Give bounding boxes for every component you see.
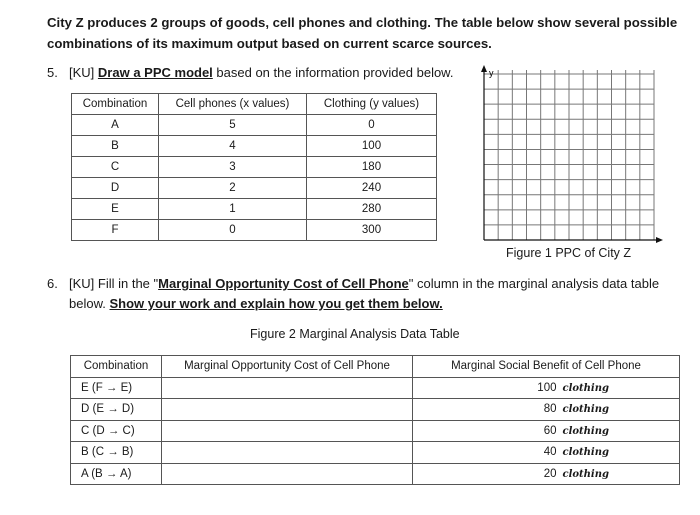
question-5-emphasis: Draw a PPC model bbox=[97, 65, 213, 80]
cell-clothing-value: 240 bbox=[307, 178, 437, 199]
cell-phones-value: 0 bbox=[159, 220, 307, 241]
table-row bbox=[71, 377, 680, 399]
question-6-tag: [KU] Fill in the " bbox=[69, 276, 159, 291]
marginal-table-header bbox=[71, 356, 680, 378]
msb-cell bbox=[413, 420, 680, 442]
msb-cell bbox=[413, 463, 680, 485]
moc-input-cell[interactable] bbox=[162, 399, 413, 421]
cell-phones-value: 5 bbox=[159, 115, 307, 136]
msb-value: 80 bbox=[543, 403, 557, 416]
cell-phones-value: 1 bbox=[159, 199, 307, 220]
msb-handwritten-note: clothing bbox=[562, 382, 609, 394]
moc-input-cell[interactable] bbox=[162, 442, 413, 464]
marginal-analysis-table bbox=[70, 355, 680, 485]
cell-clothing-value: 0 bbox=[307, 115, 437, 136]
cell-combination: D bbox=[72, 178, 159, 199]
cell-combination: C bbox=[72, 157, 159, 178]
header-marginal-social-benefit: Marginal Social Benefit of Cell Phone bbox=[413, 356, 680, 378]
question-6 bbox=[47, 274, 677, 314]
table-row bbox=[71, 463, 680, 485]
intro-paragraph: City Z produces 2 groups of goods, cell phones and clothing. The table below show several possible combinations of its maximum output based on current scarce sources. bbox=[47, 15, 678, 51]
table-row bbox=[72, 199, 437, 220]
question-6-text: " column in the marginal analysis data table bbox=[408, 276, 660, 291]
combinations-table bbox=[71, 93, 437, 241]
cell-combination: B (C → B) bbox=[71, 442, 162, 464]
question-5 bbox=[47, 63, 453, 83]
table-row bbox=[71, 420, 680, 442]
y-axis-arrow-icon bbox=[481, 65, 487, 72]
moc-input-cell[interactable] bbox=[162, 420, 413, 442]
msb-value: 100 bbox=[537, 381, 557, 394]
question-6-instruction: Show your work and explain how you get them below. bbox=[109, 296, 443, 311]
header-combination: Combination bbox=[71, 356, 162, 378]
msb-handwritten-note: clothing bbox=[562, 447, 609, 459]
cell-phones-value: 2 bbox=[159, 178, 307, 199]
cell-phones-value: 3 bbox=[159, 157, 307, 178]
cell-combination: B bbox=[72, 136, 159, 157]
header-marginal-opportunity-cost: Marginal Opportunity Cost of Cell Phone bbox=[162, 356, 413, 378]
x-axis-arrow-icon bbox=[656, 237, 663, 243]
header-clothing: Clothing (y values) bbox=[307, 94, 437, 115]
cell-combination: A (B → A) bbox=[71, 463, 162, 485]
combinations-table-header bbox=[72, 94, 437, 115]
moc-input-cell[interactable] bbox=[162, 463, 413, 485]
ppc-graph-grid[interactable] bbox=[476, 62, 666, 246]
question-5-tag: [KU] bbox=[69, 65, 95, 80]
msb-cell bbox=[413, 399, 680, 421]
question-6-number: 6. bbox=[47, 276, 58, 291]
figure-2-caption: Figure 2 Marginal Analysis Data Table bbox=[250, 327, 460, 341]
cell-phones-value: 4 bbox=[159, 136, 307, 157]
cell-combination: F bbox=[72, 220, 159, 241]
figure-1-caption: Figure 1 PPC of City Z bbox=[506, 246, 632, 260]
cell-clothing-value: 180 bbox=[307, 157, 437, 178]
table-row bbox=[72, 178, 437, 199]
question-5-text: based on the information provided below. bbox=[216, 65, 454, 80]
cell-clothing-value: 100 bbox=[307, 136, 437, 157]
question-5-number: 5. bbox=[47, 65, 58, 80]
msb-handwritten-note: clothing bbox=[562, 425, 609, 437]
msb-handwritten-note: clothing bbox=[562, 468, 609, 480]
msb-value: 60 bbox=[543, 424, 557, 437]
question-6-line2-prefix: below. bbox=[69, 296, 106, 311]
table-row bbox=[71, 442, 680, 464]
msb-value: 20 bbox=[543, 467, 557, 480]
table-row bbox=[72, 220, 437, 241]
moc-input-cell[interactable] bbox=[162, 377, 413, 399]
y-axis-label: y bbox=[489, 68, 494, 78]
table-row bbox=[72, 157, 437, 178]
cell-combination: D (E → D) bbox=[71, 399, 162, 421]
cell-combination: A bbox=[72, 115, 159, 136]
cell-combination: E bbox=[72, 199, 159, 220]
table-row bbox=[71, 399, 680, 421]
msb-cell bbox=[413, 442, 680, 464]
cell-combination: E (F → E) bbox=[71, 377, 162, 399]
table-row bbox=[72, 115, 437, 136]
table-row bbox=[72, 136, 437, 157]
question-6-emphasis: Marginal Opportunity Cost of Cell Phone bbox=[158, 276, 409, 291]
msb-cell bbox=[413, 377, 680, 399]
msb-handwritten-note: clothing bbox=[562, 404, 609, 416]
cell-combination: C (D → C) bbox=[71, 420, 162, 442]
cell-clothing-value: 300 bbox=[307, 220, 437, 241]
cell-clothing-value: 280 bbox=[307, 199, 437, 220]
header-cell-phones: Cell phones (x values) bbox=[159, 94, 307, 115]
header-combination: Combination bbox=[72, 94, 159, 115]
msb-value: 40 bbox=[543, 446, 557, 459]
